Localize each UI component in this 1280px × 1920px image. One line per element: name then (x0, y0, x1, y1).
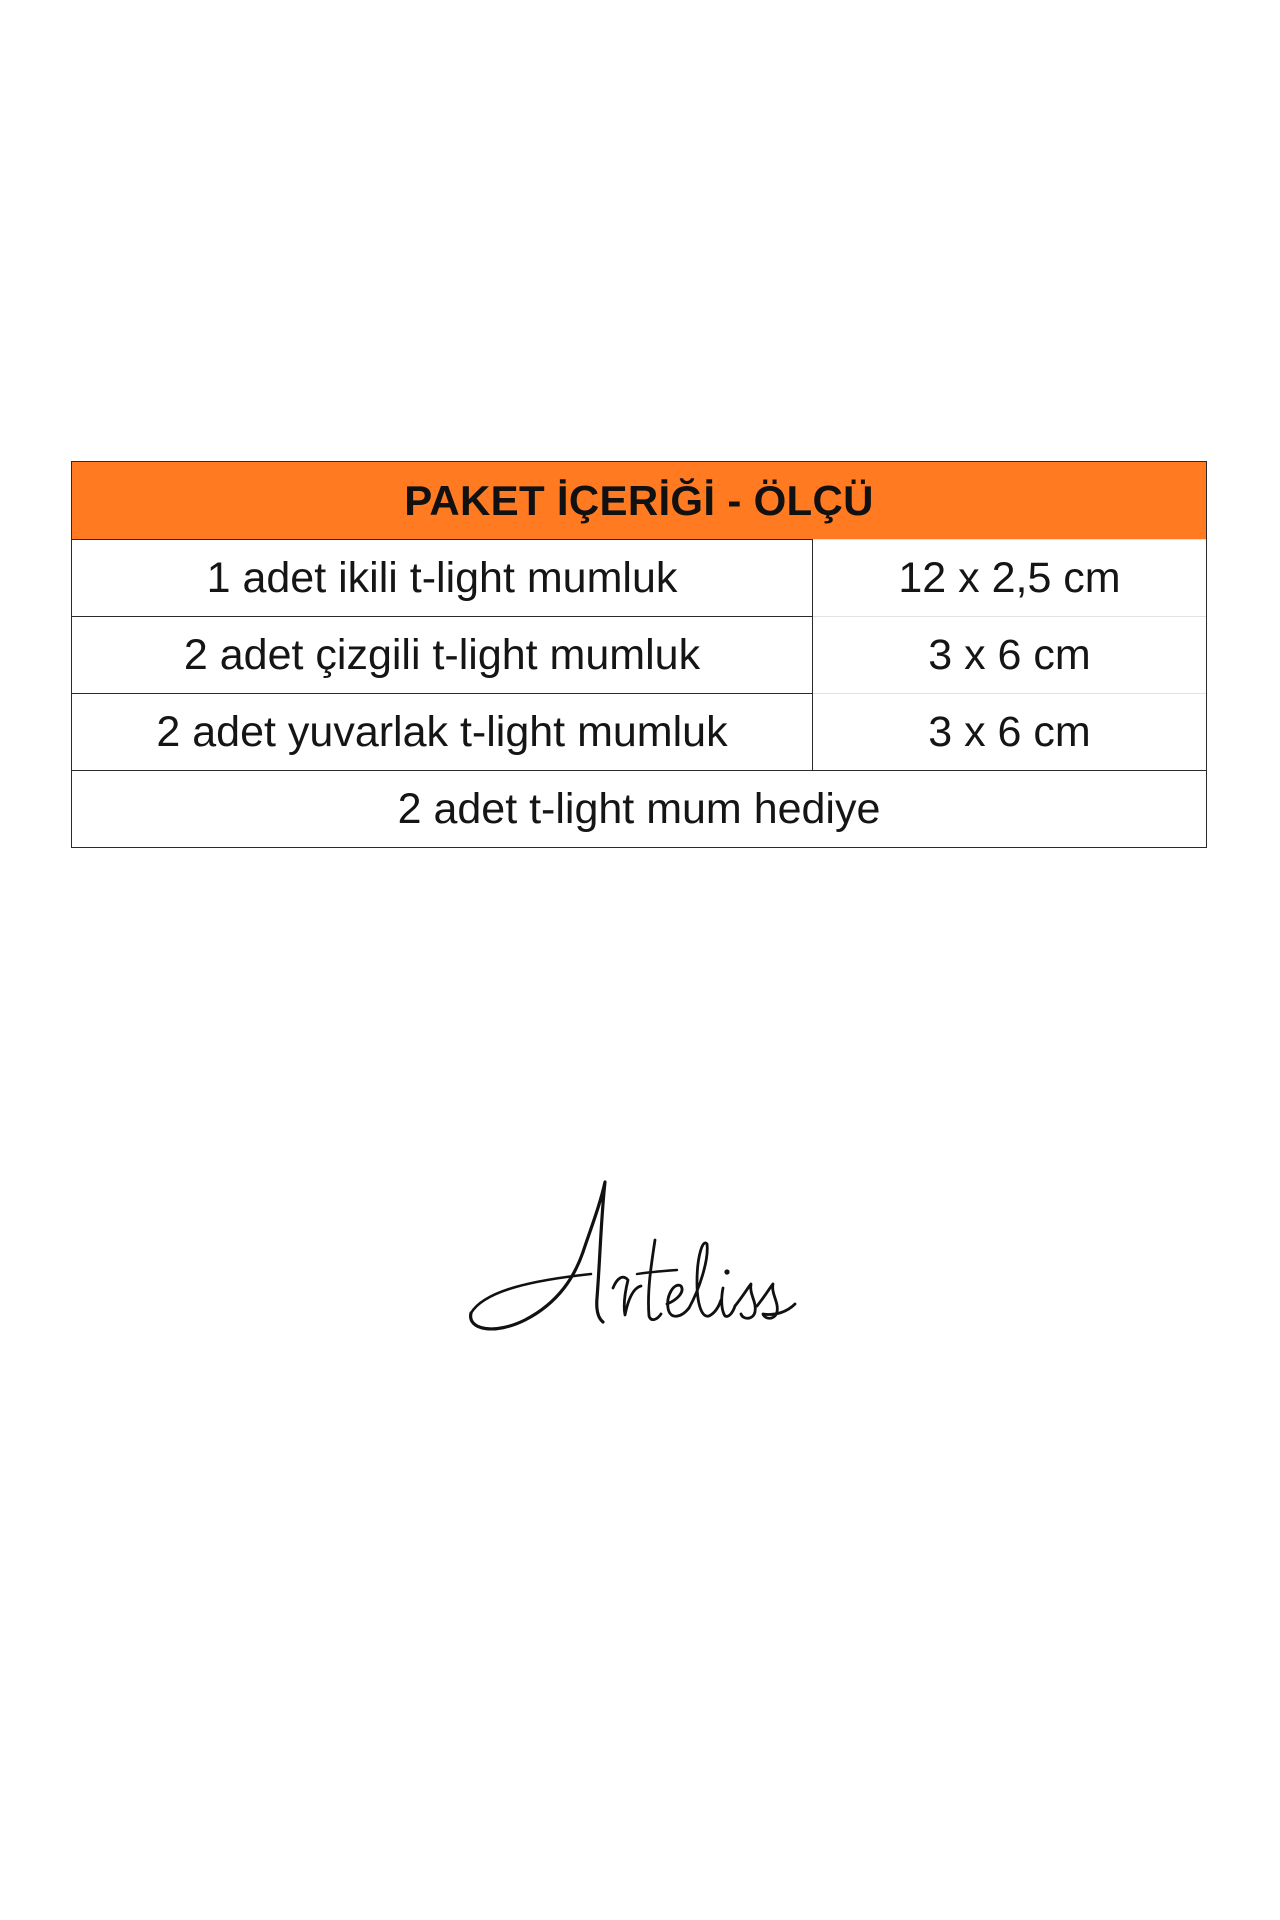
size-cell: 3 x 6 cm (928, 630, 1091, 679)
item-cell: 2 adet yuvarlak t-light mumluk (72, 693, 813, 770)
item-cell: 1 adet ikili t-light mumluk (72, 539, 813, 616)
arteliss-logo (465, 1170, 815, 1345)
package-contents-table (71, 461, 1207, 848)
table-row (72, 616, 1206, 693)
table-row (72, 693, 1206, 770)
gift-note-cell: 2 adet t-light mum hediye (397, 784, 881, 833)
table-row (72, 539, 1206, 616)
size-cell: 12 x 2,5 cm (898, 553, 1121, 602)
table-header: PAKET İÇERİĞİ - ÖLÇÜ (72, 462, 1206, 539)
size-cell: 3 x 6 cm (928, 707, 1091, 756)
item-cell: 2 adet çizgili t-light mumluk (72, 616, 813, 693)
table-row-gift (72, 770, 1206, 847)
